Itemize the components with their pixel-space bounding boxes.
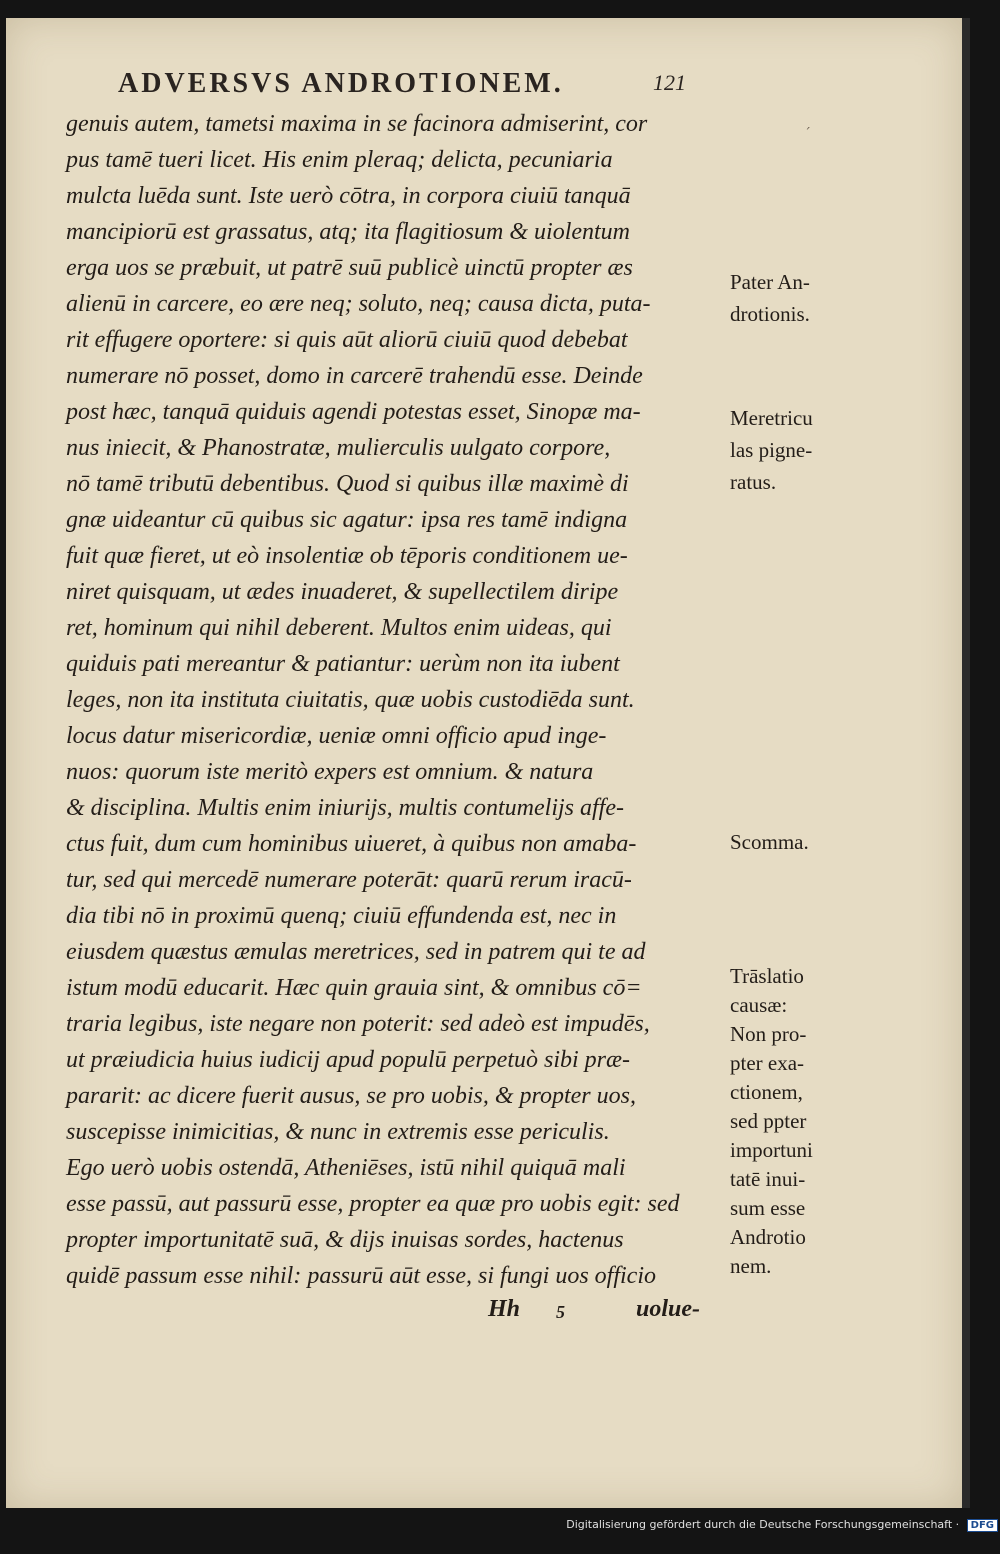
text-line: Ego uerò uobis ostendā, Atheniēses, istū nihil quiquā mali	[66, 1155, 626, 1181]
margin-line: ratus.	[730, 470, 777, 494]
text-line: fuit quæ fieret, ut eò insolentiæ ob tēporis conditionem ue-	[66, 543, 628, 569]
text-line: quiduis pati mereantur & patiantur: uerùm non ita iubent	[66, 651, 620, 677]
text-line: post hæc, tanquā quiduis agendi potestas esset, Sinopæ ma-	[66, 399, 641, 425]
stray-ink-mark: ´	[804, 126, 811, 142]
margin-line: las pigne-	[730, 438, 813, 462]
margin-line: Meretricu	[730, 406, 813, 430]
text-line: pus tamē tueri licet. His enim pleraq; delicta, pecuniaria	[66, 147, 613, 173]
text-line: tur, sed qui mercedē numerare poterāt: quarū rerum iracū-	[66, 867, 632, 893]
text-line: genuis autem, tametsi maxima in se facinora admiserint, cor	[66, 111, 648, 137]
catchline	[0, 1296, 960, 1332]
text-line: esse passū, aut passurū esse, propter ea quæ pro uobis egit: sed	[66, 1191, 680, 1217]
margin-line: Pater An-	[730, 270, 810, 294]
text-line: gnæ uideantur cū quibus sic agatur: ipsa res tamē indigna	[66, 507, 628, 533]
text-line: suscepisse inimicitias, & nunc in extremis esse periculis.	[66, 1119, 610, 1145]
margin-line: Non pro-	[730, 1022, 807, 1046]
text-line: traria legibus, iste negare non poterit: sed adeò est impudēs,	[66, 1011, 650, 1037]
margin-line: causæ:	[730, 993, 788, 1017]
margin-line: sum esse	[730, 1196, 806, 1220]
catchword: uolue-	[636, 1296, 701, 1322]
text-line: mancipiorū est grassatus, atq; ita flagitiosum & uiolentum	[66, 219, 631, 245]
margin-line: pter exa-	[730, 1051, 805, 1075]
signature-mark: Hh	[488, 1296, 521, 1322]
dfg-logo: DFG	[967, 1519, 998, 1532]
marginal-note-pater-androtionis	[730, 266, 810, 330]
margin-line: nem.	[730, 1254, 772, 1278]
text-line: locus datur misericordiæ, ueniæ omni officio apud inge-	[66, 723, 607, 749]
text-line: niret quisquam, ut ædes inuaderet, & supellectilem diripe	[66, 579, 619, 605]
text-line: mulcta luēda sunt. Iste uerò cōtra, in corpora ciuiū tanquā	[66, 183, 631, 209]
margin-line: Trāslatio	[730, 964, 804, 988]
text-line: ut præiudicia huius iudicij apud populū perpetuò sibi præ-	[66, 1047, 630, 1073]
text-line: quidē passum esse nihil: passurū aūt esse, si fungi uos officio	[66, 1263, 656, 1289]
text-line: propter importunitatē suā, & dijs inuisas sordes, hactenus	[66, 1227, 624, 1253]
margin-line: sed ppter	[730, 1109, 807, 1133]
credit-text: Digitalisierung gefördert durch die Deutsche Forschungsgemeinschaft	[566, 1518, 953, 1531]
marginal-note-translatio-causae	[730, 962, 813, 1281]
running-head: ADVERSVS ANDROTIONEM.	[118, 68, 564, 99]
text-line: rit effugere oportere: si quis aūt aliorū ciuiū quod debebat	[66, 327, 628, 353]
margin-line: drotionis.	[730, 302, 810, 326]
margin-line: Scomma.	[730, 830, 809, 854]
marginal-note-scomma	[730, 826, 809, 858]
margin-line: Androtio	[730, 1225, 806, 1249]
margin-line: ctionem,	[730, 1080, 803, 1104]
text-line: dia tibi nō in proximū quenq; ciuiū effundenda est, nec in	[66, 903, 617, 929]
text-line: ctus fuit, dum cum hominibus uiueret, à quibus non amaba-	[66, 831, 637, 857]
text-line: eiusdem quæstus æmulas meretrices, sed in patrem qui te ad	[66, 939, 646, 965]
text-line: ret, hominum qui nihil deberent. Multos enim uideas, qui	[66, 615, 612, 641]
text-line: & disciplina. Multis enim iniurijs, multis contumelijs affe-	[66, 795, 624, 821]
text-line: leges, non ita instituta ciuitatis, quæ uobis custodiēda sunt.	[66, 687, 635, 713]
text-line: nō tamē tributū debentibus. Quod si quibus illæ maximè di	[66, 471, 629, 497]
text-line: istum modū educarit. Hæc quin grauia sint, & omnibus cō=	[66, 975, 642, 1001]
text-line: nuos: quorum iste meritò expers est omnium. & natura	[66, 759, 594, 785]
signature-number: 5	[556, 1302, 565, 1322]
text-line: erga uos se præbuit, ut patrē suū publicè uinctū propter æs	[66, 255, 633, 281]
marginal-note-meretriculas	[730, 402, 813, 498]
margin-line: importuni	[730, 1138, 813, 1162]
page-edge	[962, 18, 970, 1508]
margin-line: tatē inui-	[730, 1167, 806, 1191]
body-text	[66, 106, 680, 1294]
text-line: alienū in carcere, eo ære neq; soluto, neq; causa dicta, puta-	[66, 291, 651, 317]
text-line: pararit: ac dicere fuerit ausus, se pro uobis, & propter uos,	[66, 1083, 636, 1109]
digitization-credit: Digitalisierung gefördert durch die Deutsche Forschungsgemeinschaft · DFG	[520, 1518, 998, 1532]
folio-number: 121	[653, 70, 686, 95]
text-line: nus iniecit, & Phanostratæ, mulierculis uulgato corpore,	[66, 435, 611, 461]
text-line: numerare nō posset, domo in carcerē trahendū esse. Deinde	[66, 363, 643, 389]
